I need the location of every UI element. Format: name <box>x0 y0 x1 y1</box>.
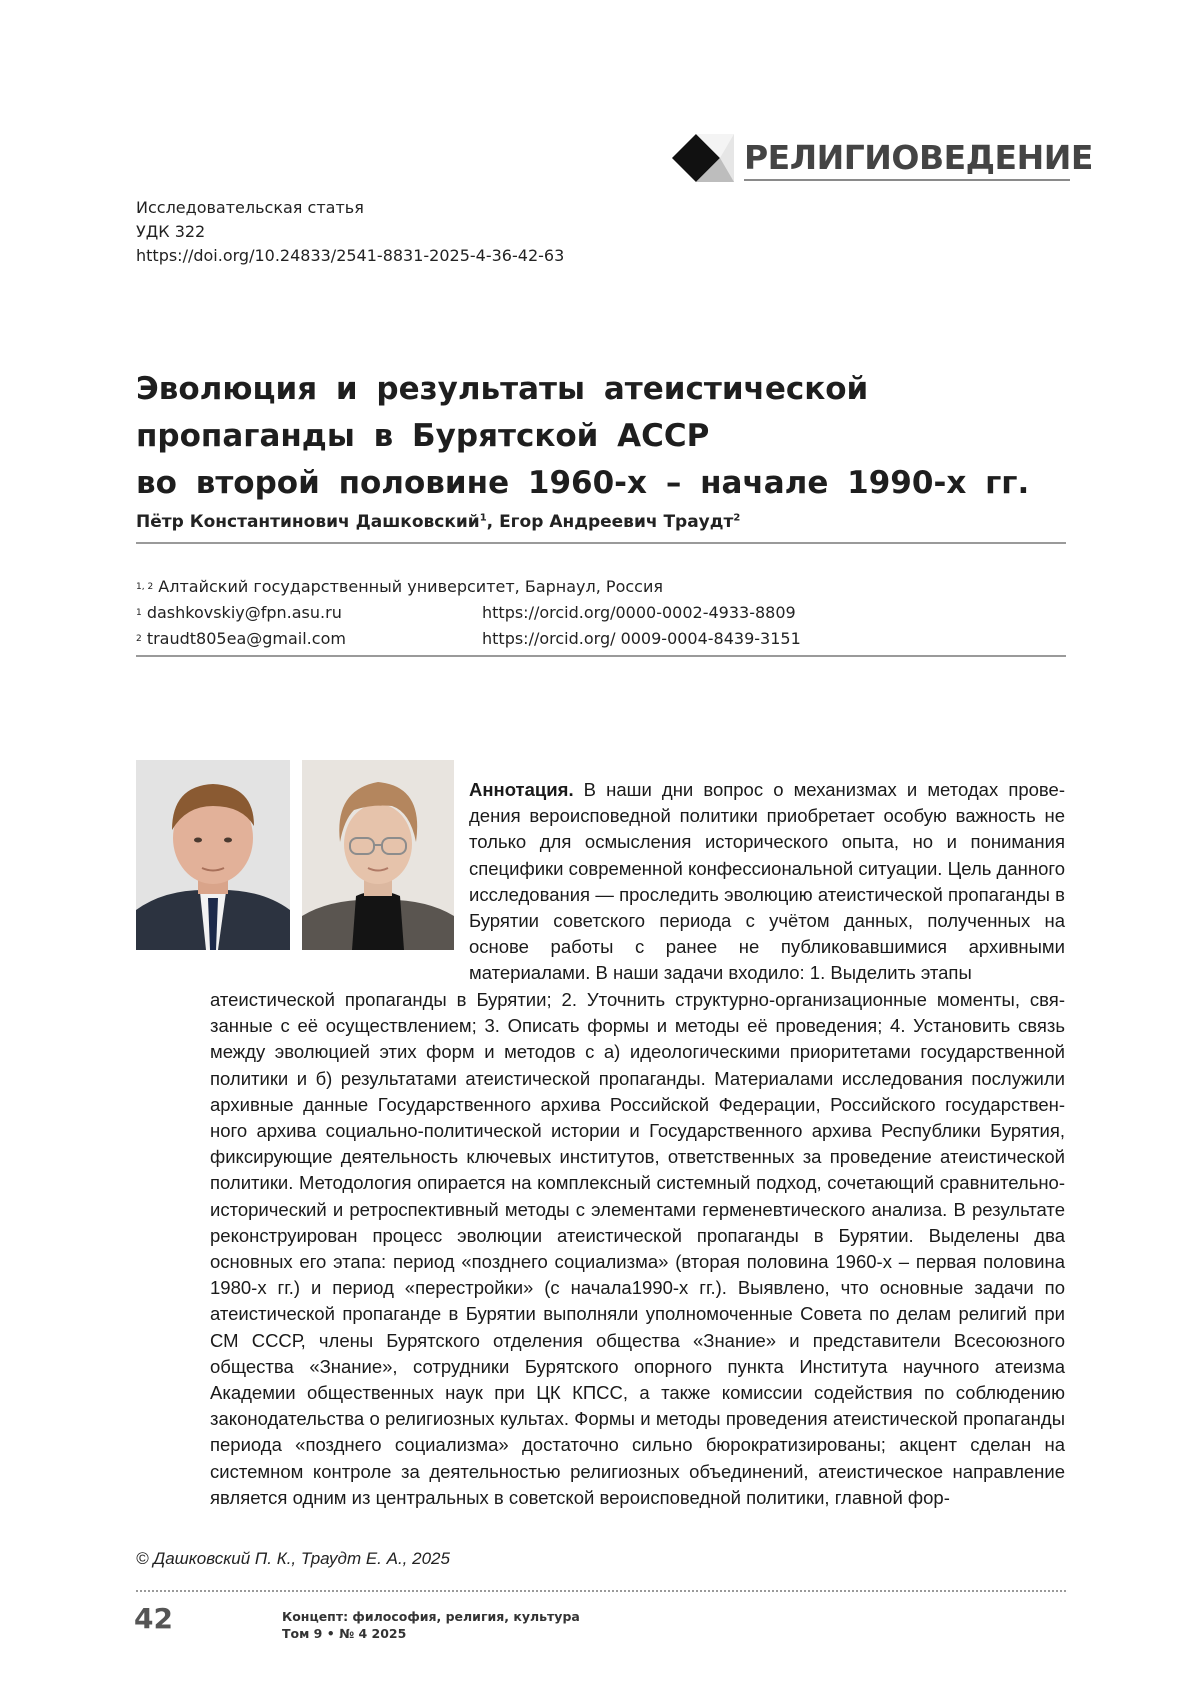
contact-row-1 <box>136 600 1066 626</box>
affiliation-marks: 1, 2 <box>136 582 154 592</box>
abstract-continuation: атеистической пропаганды в Бурятии; 2. Уточнить структурно-организационные моменты, связанные с её осуществлением; 3. Описать формы и методы её проведения; 4. Установить связь между эволюцией этих форм и методов с а) идеологическими приоритетами государственной политики и б) результатами атеистической пропаганды. Материалами исследования послужили архивные данные Государственного архива Российской Федерации, Российского государственного архива социально-политической истории и Государственного архива Республики Бурятия, фиксирующие деятельность ключевых институтов, ответственных за проведение атеистической политики. Методология опирается на комплексный системный подход, сочетающий сравнительно-исторический и ретроспективный методы с элементами герменевтического анализа. В результате реконструирован процесс эволюции атеистической пропаганды в Бурятии. Выделены два основных его этапа: период «позднего социализма» (вторая половина 1960-х – первая половина 1980-х гг.) и период «перестройки» (с начала1990-х гг.). Выявлено, что основные задачи по атеистической пропаганде в Бурятии выполняли уполномоченные Совета по делам религий при СМ СССР, члены Бурятского отделения общества «Знание» и представители Всесоюзного общества «Знание», сотрудники Бурятского опорного пункта Института научного атеизма Академии общественных наук при ЦК КПСС, а также комиссии содействия по соблюдению законодательства о религиозных культах. Формы и методы проведения атеистической пропаганды периода «позднего социализма» достаточно сильно бюрократизированы; акцент сделан на системном контроле за деятельностью религиозных объединений, атеистическое направление является одним из центральных в советской вероисповедной политики, главной фор- <box>210 989 1065 1508</box>
contact-1-mark: 1 <box>136 608 142 618</box>
author-1-name: Пётр Константинович Дашковский <box>136 512 480 532</box>
author-list <box>136 512 740 532</box>
journal-name: Концепт: философия, религия, культура <box>282 1609 580 1624</box>
author-portrait-icon <box>136 760 290 950</box>
copyright-notice: © Дашковский П. К., Траудт Е. А., 2025 <box>136 1549 450 1568</box>
affiliation-row <box>136 574 1066 600</box>
author-separator: , <box>486 512 500 532</box>
section-header <box>672 134 1093 182</box>
article-type: Исследовательская статья <box>136 198 364 217</box>
journal-issue: Том 9 • № 4 2025 <box>282 1626 407 1641</box>
orcid-link-2[interactable]: https://orcid.org/ 0009-0004-8439-3151 <box>482 629 801 648</box>
email-link-2[interactable]: traudt805ea@gmail.com <box>146 629 346 648</box>
affiliation-block <box>136 574 1066 652</box>
abstract-label: Аннотация. <box>469 779 574 800</box>
title-line-2: пропаганды в Бурятской АССР <box>136 418 710 454</box>
affiliation-bottom-divider <box>136 655 1066 657</box>
udc-code: УДК 322 <box>136 222 206 241</box>
section-title: РЕЛИГИОВЕДЕНИЕ <box>744 138 1093 177</box>
journal-info <box>282 1608 580 1642</box>
author-2-mark: 2 <box>733 512 741 524</box>
orcid-link-1[interactable]: https://orcid.org/0000-0002-4933-8809 <box>482 603 796 622</box>
article-meta <box>136 196 564 268</box>
author-1-photo <box>136 760 290 950</box>
page-number: 42 <box>134 1602 173 1635</box>
abstract-intro <box>469 777 1065 987</box>
abstract-intro-text: В наши дни вопрос о механизмах и методах проведения вероисповедной политики приобретает особую важность не только для осмысления исторического опыта, но и понимания специфики современной конфессиональной ситуации. Цель данного исследования — проследить эволюцию атеистической пропаганды в Бурятии советского периода с учётом данных, полученных на основе работы с ранее не публиковавшимися архивными материалами. В наши задачи входило: 1. Выделить этапы <box>469 779 1065 984</box>
contact-row-2 <box>136 626 1066 652</box>
doi-link[interactable]: https://doi.org/10.24833/2541-8831-2025-4-36-42-63 <box>136 246 565 265</box>
title-line-1: Эволюция и результаты атеистической <box>136 371 869 407</box>
author-2-name: Егор Андреевич Траудт <box>499 512 734 532</box>
title-line-3: во второй половине 1960-х – начале 1990-х гг. <box>136 465 1030 501</box>
email-link-1[interactable]: dashkovskiy@fpn.asu.ru <box>146 603 342 622</box>
article-title <box>136 366 1066 507</box>
contact-2-mark: 2 <box>136 634 142 644</box>
section-divider <box>744 179 1070 181</box>
author-2-photo <box>302 760 454 950</box>
affiliation-text: Алтайский государственный университет, Барнаул, Россия <box>158 577 663 596</box>
author-portrait-icon <box>302 760 454 950</box>
footer-divider <box>136 1590 1066 1592</box>
cube-logo-icon <box>672 134 734 182</box>
affiliation-top-divider <box>136 542 1066 544</box>
author-1-mark: 1 <box>479 512 487 524</box>
